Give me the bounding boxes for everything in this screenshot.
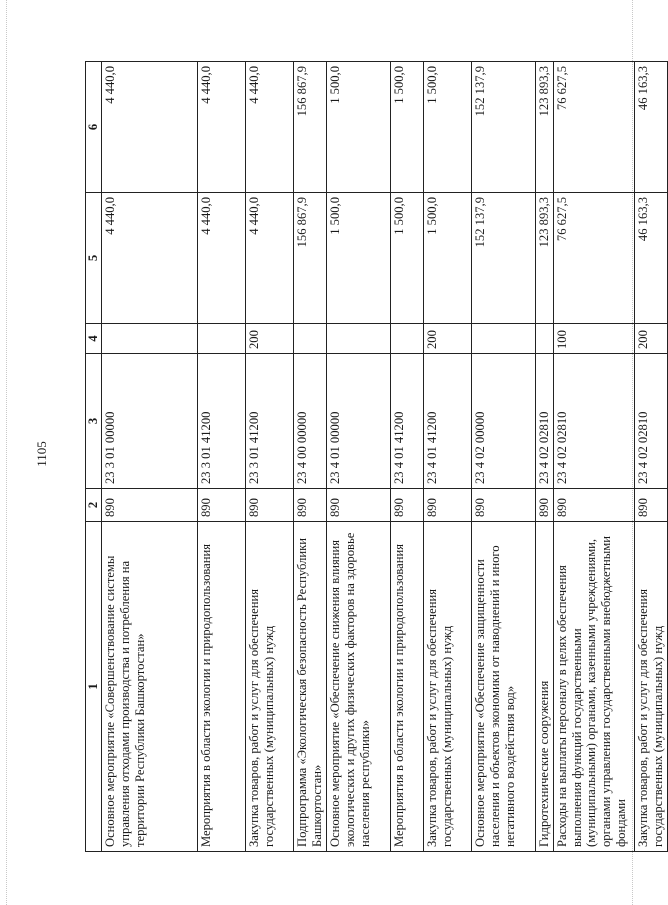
row-name: Подпрограмма «Экологическая безопасность Республики Башкортостан» bbox=[293, 522, 326, 852]
scan-edge-left bbox=[6, 0, 8, 905]
row-vedomstvo: 890 bbox=[293, 489, 326, 522]
header-row bbox=[86, 62, 102, 852]
row-value-2020: 156 867,9 bbox=[293, 193, 326, 324]
row-name: Гидротехнические сооружения bbox=[535, 522, 553, 852]
table-body bbox=[101, 62, 667, 852]
row-kvr bbox=[390, 324, 423, 354]
table-row bbox=[535, 62, 553, 852]
row-value-2021: 46 163,3 bbox=[634, 62, 667, 193]
table-row bbox=[326, 62, 390, 852]
header-col-2: 2 bbox=[86, 489, 102, 522]
row-value-2020: 4 440,0 bbox=[197, 193, 245, 324]
row-value-2021: 4 440,0 bbox=[101, 62, 197, 193]
header-col-5: 5 bbox=[86, 193, 102, 324]
row-vedomstvo: 890 bbox=[197, 489, 245, 522]
row-kvr bbox=[197, 324, 245, 354]
row-name: Закупка товаров, работ и услуг для обеспечения государственных (муниципальных) нужд bbox=[634, 522, 667, 852]
table-row bbox=[634, 62, 667, 852]
table-row bbox=[197, 62, 245, 852]
row-vedomstvo: 890 bbox=[423, 489, 471, 522]
row-vedomstvo: 890 bbox=[553, 489, 634, 522]
row-name: Закупка товаров, работ и услуг для обеспечения государственных (муниципальных) нужд bbox=[423, 522, 471, 852]
table-row bbox=[101, 62, 197, 852]
row-value-2021: 4 440,0 bbox=[245, 62, 293, 193]
table-row bbox=[293, 62, 326, 852]
header-col-4: 4 bbox=[86, 324, 102, 354]
row-kvr bbox=[101, 324, 197, 354]
row-kvr: 200 bbox=[634, 324, 667, 354]
row-value-2020: 152 137,9 bbox=[471, 193, 535, 324]
row-name: Основное мероприятие «Обеспечение снижения влияния экологических и других физических факторов на здоровье населения республики» bbox=[326, 522, 390, 852]
row-value-2021: 123 893,3 bbox=[535, 62, 553, 193]
row-name: Закупка товаров, работ и услуг для обеспечения государственных (муниципальных) нужд bbox=[245, 522, 293, 852]
row-code: 23 4 01 41200 bbox=[423, 354, 471, 489]
row-value-2021: 152 137,9 bbox=[471, 62, 535, 193]
row-value-2020: 4 440,0 bbox=[101, 193, 197, 324]
table-row bbox=[423, 62, 471, 852]
table-row bbox=[245, 62, 293, 852]
table-row bbox=[390, 62, 423, 852]
header-col-1: 1 bbox=[86, 522, 102, 852]
row-vedomstvo: 890 bbox=[634, 489, 667, 522]
row-value-2021: 156 867,9 bbox=[293, 62, 326, 193]
row-vedomstvo: 890 bbox=[471, 489, 535, 522]
table-row bbox=[471, 62, 535, 852]
row-code: 23 4 01 41200 bbox=[390, 354, 423, 489]
row-kvr bbox=[293, 324, 326, 354]
row-vedomstvo: 890 bbox=[245, 489, 293, 522]
row-kvr: 200 bbox=[423, 324, 471, 354]
row-code: 23 4 02 02810 bbox=[535, 354, 553, 489]
row-name: Мероприятия в области экологии и природопользования bbox=[390, 522, 423, 852]
row-code: 23 3 01 41200 bbox=[245, 354, 293, 489]
row-value-2021: 4 440,0 bbox=[197, 62, 245, 193]
rotated-table-wrapper bbox=[85, 62, 665, 852]
row-code: 23 4 01 00000 bbox=[326, 354, 390, 489]
budget-table bbox=[85, 61, 668, 852]
page-number: 1105 bbox=[34, 441, 49, 467]
row-value-2020: 1 500,0 bbox=[390, 193, 423, 324]
row-code: 23 4 02 00000 bbox=[471, 354, 535, 489]
row-value-2021: 1 500,0 bbox=[390, 62, 423, 193]
row-vedomstvo: 890 bbox=[390, 489, 423, 522]
row-kvr bbox=[471, 324, 535, 354]
row-vedomstvo: 890 bbox=[535, 489, 553, 522]
row-name: Основное мероприятие «Совершенствование системы управления отходами производства и потребления на территории Республики Башкортостан» bbox=[101, 522, 197, 852]
row-name: Расходы на выплаты персоналу в целях обеспечения выполнения функций государственными (муниципальными) органами, казенными учреждениями, органами управления государственными внебюджетными фондами bbox=[553, 522, 634, 852]
header-col-6: 6 bbox=[86, 62, 102, 193]
row-value-2021: 1 500,0 bbox=[326, 62, 390, 193]
header-col-3: 3 bbox=[86, 354, 102, 489]
table-row bbox=[553, 62, 634, 852]
row-code: 23 4 02 02810 bbox=[553, 354, 634, 489]
row-name: Основное мероприятие «Обеспечение защищенности населения и объектов экономики от наводнений и иного негативного воздействия вод» bbox=[471, 522, 535, 852]
row-code: 23 4 02 02810 bbox=[634, 354, 667, 489]
row-code: 23 3 01 41200 bbox=[197, 354, 245, 489]
row-value-2020: 1 500,0 bbox=[423, 193, 471, 324]
row-value-2020: 46 163,3 bbox=[634, 193, 667, 324]
row-kvr: 200 bbox=[245, 324, 293, 354]
row-code: 23 4 00 00000 bbox=[293, 354, 326, 489]
row-value-2021: 1 500,0 bbox=[423, 62, 471, 193]
row-code: 23 3 01 00000 bbox=[101, 354, 197, 489]
row-value-2020: 1 500,0 bbox=[326, 193, 390, 324]
row-kvr: 100 bbox=[553, 324, 634, 354]
row-name: Мероприятия в области экологии и природопользования bbox=[197, 522, 245, 852]
row-value-2020: 4 440,0 bbox=[245, 193, 293, 324]
row-value-2020: 76 627,5 bbox=[553, 193, 634, 324]
row-kvr bbox=[326, 324, 390, 354]
row-vedomstvo: 890 bbox=[326, 489, 390, 522]
row-kvr bbox=[535, 324, 553, 354]
row-vedomstvo: 890 bbox=[101, 489, 197, 522]
row-value-2021: 76 627,5 bbox=[553, 62, 634, 193]
row-value-2020: 123 893,3 bbox=[535, 193, 553, 324]
